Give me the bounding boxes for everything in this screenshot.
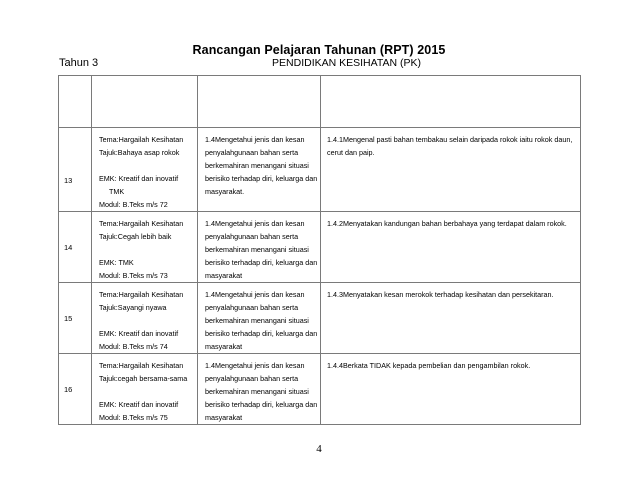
tema-text: Tema:Hargailah Kesihatan xyxy=(99,219,184,228)
emk-text-2: TMK xyxy=(109,187,125,196)
modul-text: Modul: B.Teks m/s 73 xyxy=(99,271,168,280)
week-cell xyxy=(59,283,92,354)
objective-text: 1.4.3Menyatakan kesan merokok terhadap kesihatan dan persekitaran. xyxy=(327,290,554,299)
header-cell-week xyxy=(59,76,92,128)
theme-cell xyxy=(92,128,198,212)
tajuk-text: Tajuk:Sayangi nyawa xyxy=(99,303,167,312)
table-row xyxy=(59,354,581,425)
emk-text: EMK: TMK xyxy=(99,258,134,267)
modul-text: Modul: B.Teks m/s 72 xyxy=(99,200,168,209)
standard-text: 1.4Mengetahui jenis dan kesan xyxy=(205,361,305,370)
table-row xyxy=(59,128,581,212)
tajuk-text: Tajuk:Cegah lebih baik xyxy=(99,232,172,241)
tajuk-text: Tajuk:Bahaya asap rokok xyxy=(99,148,180,157)
page-number: 4 xyxy=(316,443,322,455)
tema-text: Tema:Hargailah Kesihatan xyxy=(99,290,184,299)
standard-cell xyxy=(198,283,321,354)
standard-text: masyarakat xyxy=(205,342,243,351)
theme-cell xyxy=(92,354,198,425)
objective-cell xyxy=(321,212,581,283)
emk-text: EMK: Kreatif dan inovatif xyxy=(99,400,179,409)
modul-text: Modul: B.Teks m/s 75 xyxy=(99,413,168,422)
table-row xyxy=(59,283,581,354)
subject-label: PENDIDIKAN KESIHATAN (PK) xyxy=(272,57,421,69)
week-number: 13 xyxy=(64,176,73,185)
standard-cell xyxy=(198,212,321,283)
standard-text: berkemahiran menangani situasi xyxy=(205,245,309,254)
objective-text: 1.4.1Mengenal pasti bahan tembakau selain daripada rokok iaitu rokok daun, xyxy=(327,135,573,144)
table-header-row xyxy=(59,76,581,128)
standard-text: berkemahiran menangani situasi xyxy=(205,316,309,325)
theme-cell xyxy=(92,212,198,283)
standard-text: masyarakat xyxy=(205,271,243,280)
theme-cell xyxy=(92,283,198,354)
standard-cell xyxy=(198,128,321,212)
week-cell xyxy=(59,354,92,425)
standard-text: penyalahgunaan bahan serta xyxy=(205,148,299,157)
emk-text: EMK: Kreatif dan inovatif xyxy=(99,329,179,338)
week-number: 15 xyxy=(64,314,73,323)
rpt-table xyxy=(58,75,581,425)
table-row xyxy=(59,212,581,283)
year-label: Tahun 3 xyxy=(59,57,99,69)
standard-text: penyalahgunaan bahan serta xyxy=(205,303,299,312)
tema-text: Tema:Hargailah Kesihatan xyxy=(99,361,184,370)
header-cell-standard xyxy=(198,76,321,128)
standard-text: masyarakat. xyxy=(205,187,245,196)
objective-cell xyxy=(321,128,581,212)
standard-text: berisiko terhadap diri, keluarga dan xyxy=(205,400,318,409)
standard-text: berkemahiran menangani situasi xyxy=(205,387,309,396)
header-cell-theme xyxy=(92,76,198,128)
tajuk-text: Tajuk:cegah bersama-sama xyxy=(99,374,188,383)
objective-text: cerut dan paip. xyxy=(327,148,375,157)
week-number: 14 xyxy=(64,243,73,252)
header-cell-objective xyxy=(321,76,581,128)
objective-cell xyxy=(321,354,581,425)
week-number: 16 xyxy=(64,385,73,394)
tema-text: Tema:Hargailah Kesihatan xyxy=(99,135,184,144)
standard-text: penyalahgunaan bahan serta xyxy=(205,374,299,383)
objective-cell xyxy=(321,283,581,354)
modul-text: Modul: B.Teks m/s 74 xyxy=(99,342,168,351)
week-cell xyxy=(59,212,92,283)
week-cell xyxy=(59,128,92,212)
standard-text: berisiko terhadap diri, keluarga dan xyxy=(205,174,318,183)
standard-text: berkemahiran menangani situasi xyxy=(205,161,309,170)
standard-text: penyalahgunaan bahan serta xyxy=(205,232,299,241)
standard-text: 1.4Mengetahui jenis dan kesan xyxy=(205,135,305,144)
standard-text: berisiko terhadap diri, keluarga dan xyxy=(205,258,318,267)
document-title: Rancangan Pelajaran Tahunan (RPT) 2015 xyxy=(192,43,446,57)
standard-text: 1.4Mengetahui jenis dan kesan xyxy=(205,219,305,228)
standard-text: berisiko terhadap diri, keluarga dan xyxy=(205,329,318,338)
standard-text: masyarakat xyxy=(205,413,243,422)
objective-text: 1.4.2Menyatakan kandungan bahan berbahaya yang terdapat dalam rokok. xyxy=(327,219,567,228)
standard-cell xyxy=(198,354,321,425)
emk-text: EMK: Kreatif dan inovatif xyxy=(99,174,179,183)
objective-text: 1.4.4Berkata TIDAK kepada pembelian dan pengambilan rokok. xyxy=(327,361,531,370)
standard-text: 1.4Mengetahui jenis dan kesan xyxy=(205,290,305,299)
